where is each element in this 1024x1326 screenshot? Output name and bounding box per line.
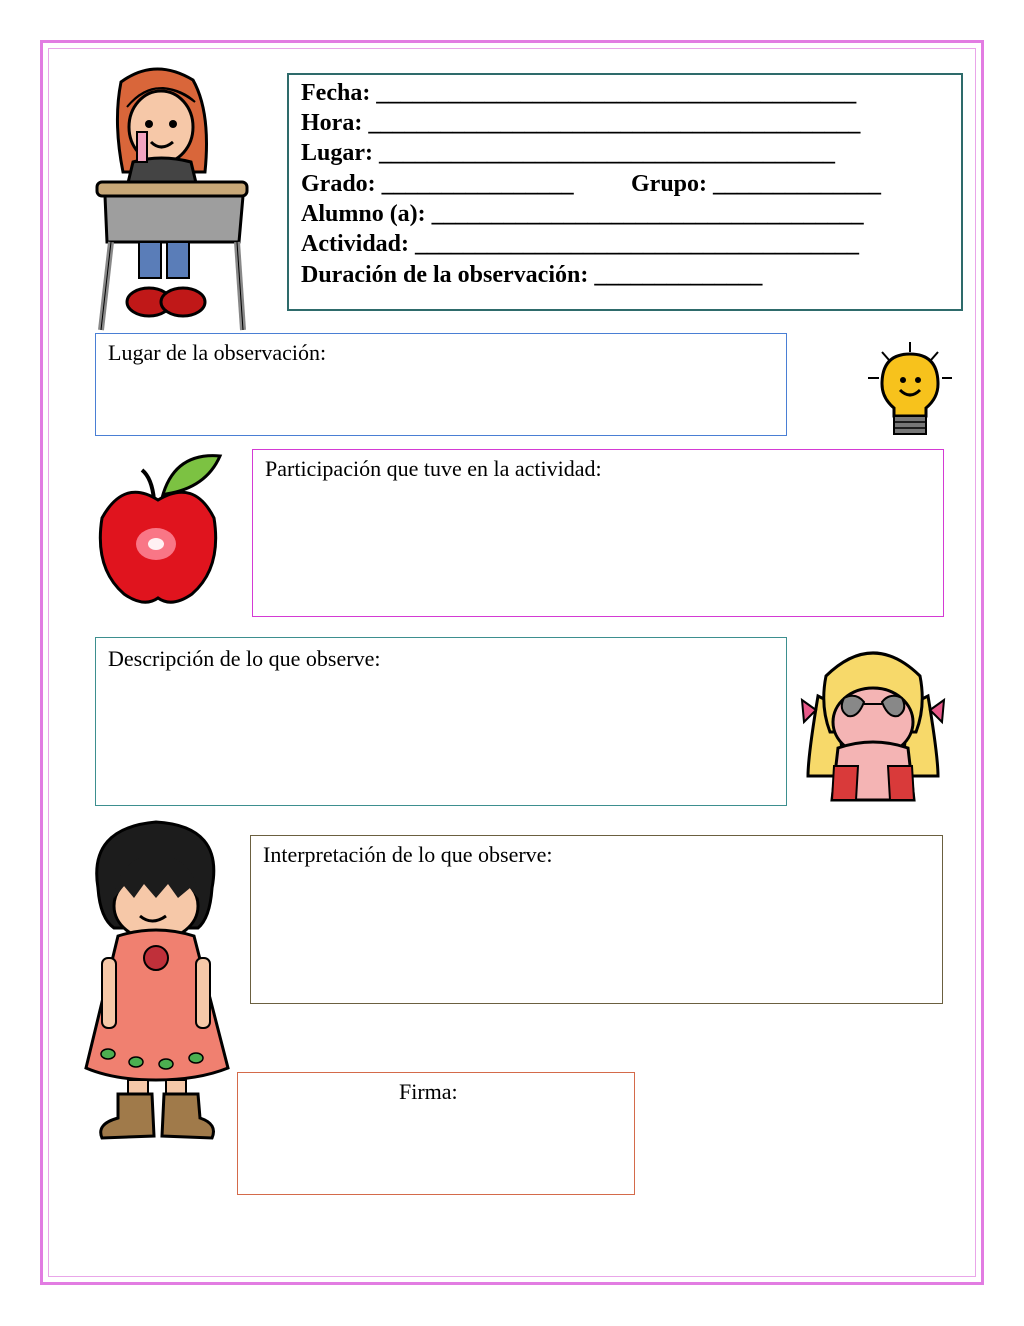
- grado-line[interactable]: Grado: ________________: [301, 171, 574, 197]
- fecha-line[interactable]: Fecha: ________________________________________: [301, 80, 857, 106]
- interpretacion-label: Interpretación de lo que observe:: [263, 842, 553, 867]
- lugar-observacion-box[interactable]: [95, 333, 787, 436]
- duracion-line[interactable]: Duración de la observación: ______________: [301, 262, 763, 288]
- actividad-line[interactable]: Actividad: _____________________________________: [301, 231, 859, 257]
- girl-in-dress-illustration: [78, 818, 240, 1144]
- girl-heart-glasses-illustration: [798, 636, 948, 808]
- alumno-line[interactable]: Alumno (a): ____________________________________: [301, 201, 864, 227]
- interpretacion-box[interactable]: [250, 835, 943, 1004]
- descripcion-box[interactable]: [95, 637, 787, 806]
- participacion-box[interactable]: [252, 449, 944, 617]
- participacion-label: Participación que tuve en la actividad:: [265, 456, 602, 481]
- header-info-box: [287, 73, 963, 311]
- lugar-line[interactable]: Lugar: ______________________________________: [301, 140, 835, 166]
- lightbulb-illustration: [862, 338, 962, 440]
- descripcion-label: Descripción de lo que observe:: [108, 646, 381, 671]
- apple-illustration: [94, 448, 228, 608]
- lugar-observacion-label: Lugar de la observación:: [108, 340, 327, 365]
- girl-at-desk-illustration: [93, 62, 253, 332]
- hora-line[interactable]: Hora: _________________________________________: [301, 110, 861, 136]
- grupo-line[interactable]: Grupo: ______________: [631, 171, 882, 197]
- firma-box[interactable]: [237, 1072, 635, 1195]
- firma-label: Firma:: [399, 1079, 458, 1104]
